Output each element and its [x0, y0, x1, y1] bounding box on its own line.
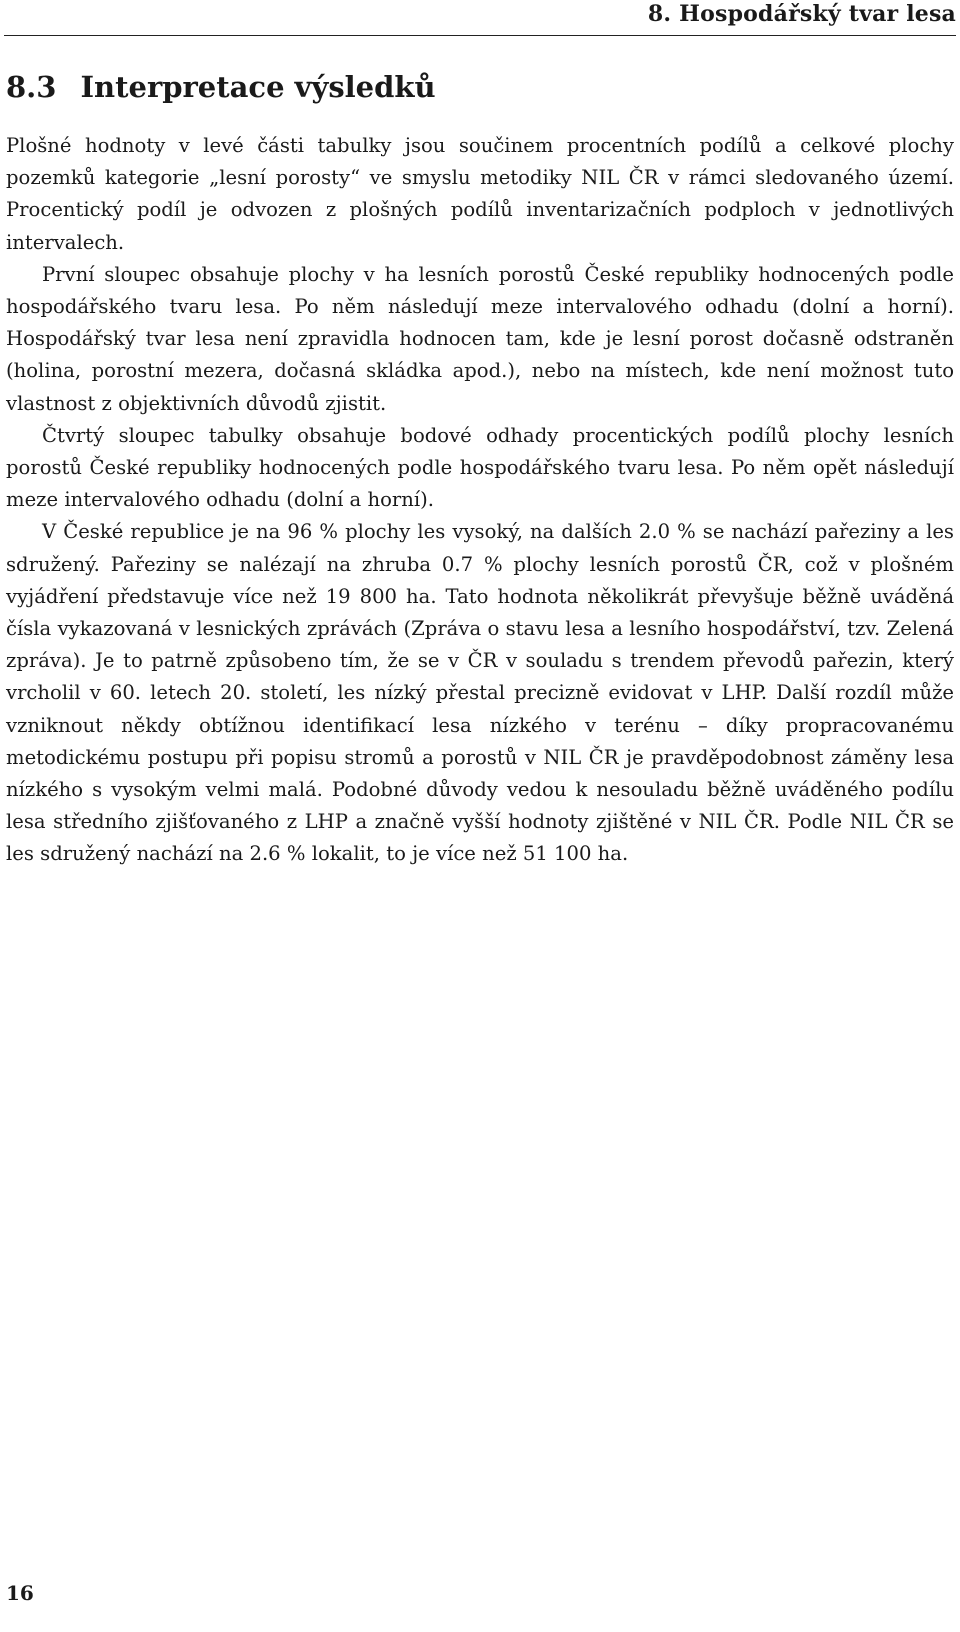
- paragraph: Plošné hodnoty v levé části tabulky jsou součinem procentních podílů a celkové plochy pozemků kategorie „lesní porosty“ ve smyslu metodiky NIL ČR v rámci sledovaného území. Procentický podíl je odvozen z plošných podílů inventarizačních podploch v jednotlivých intervalech.: [6, 134, 954, 254]
- section-number: 8.3: [6, 70, 57, 104]
- running-header: [0, 0, 960, 48]
- section-heading: [6, 70, 436, 104]
- paragraph: Čtvrtý sloupec tabulky obsahuje bodové odhady procentických podílů plochy lesních porostů České republiky hodnocených podle hospodářského tvaru lesa. Po něm opět následují meze intervalového odhadu (dolní a horní).: [6, 423, 954, 512]
- header-rule: [4, 35, 956, 36]
- section-title: Interpretace výsledků: [80, 70, 436, 104]
- paragraph: V České republice je na 96 % plochy les vysoký, na dalších 2.0 % se nachází pařeziny a les sdružený. Pařeziny se nalézají na zhruba 0.7 % plochy lesních porostů ČR, což v plošném vyjádření představuje více než 19 800 ha. Tato hodnota několikrát převyšuje běžně uváděná čísla vykazovaná v lesnických zprávách (Zpráva o stavu lesa a lesního hospodářství, tzv. Zelená zpráva). Je to patrně způsobeno tím, že se v ČR v souladu s trendem převodů pařezin, který vrcholil v 60. letech 20. století, les nízký přestal precizně evidovat v LHP. Další rozdíl může vzniknout někdy obtížnou identifikací lesa nízkého v terénu – díky propracovanému metodickému postupu při popisu stromů a porostů v NIL ČR je pravděpodobnost záměny lesa nízkého s vysokým velmi malá. Podobné důvody vedou k nesouladu běžně uváděného podílu lesa středního zjišťovaného z LHP a značně vyšší hodnoty zjištěné v NIL ČR. Podle NIL ČR se les sdružený nachází na 2.6 % lokalit, to je více než 51 100 ha.: [6, 520, 954, 866]
- running-header-title: 8. Hospodářský tvar lesa: [647, 1, 956, 27]
- paragraph: První sloupec obsahuje plochy v ha lesních porostů České republiky hodnocených podle hospodářského tvaru lesa. Po něm následují meze intervalového odhadu (dolní a horní). Hospodářský tvar lesa není zpravidla hodnocen tam, kde je lesní porost dočasně odstraněn (holina, porostní mezera, dočasná skládka apod.), nebo na místech, kde není možnost tuto vlastnost z objektivních důvodů zjistit.: [6, 262, 954, 415]
- page-number: 16: [6, 1581, 34, 1605]
- body-text: [6, 130, 954, 871]
